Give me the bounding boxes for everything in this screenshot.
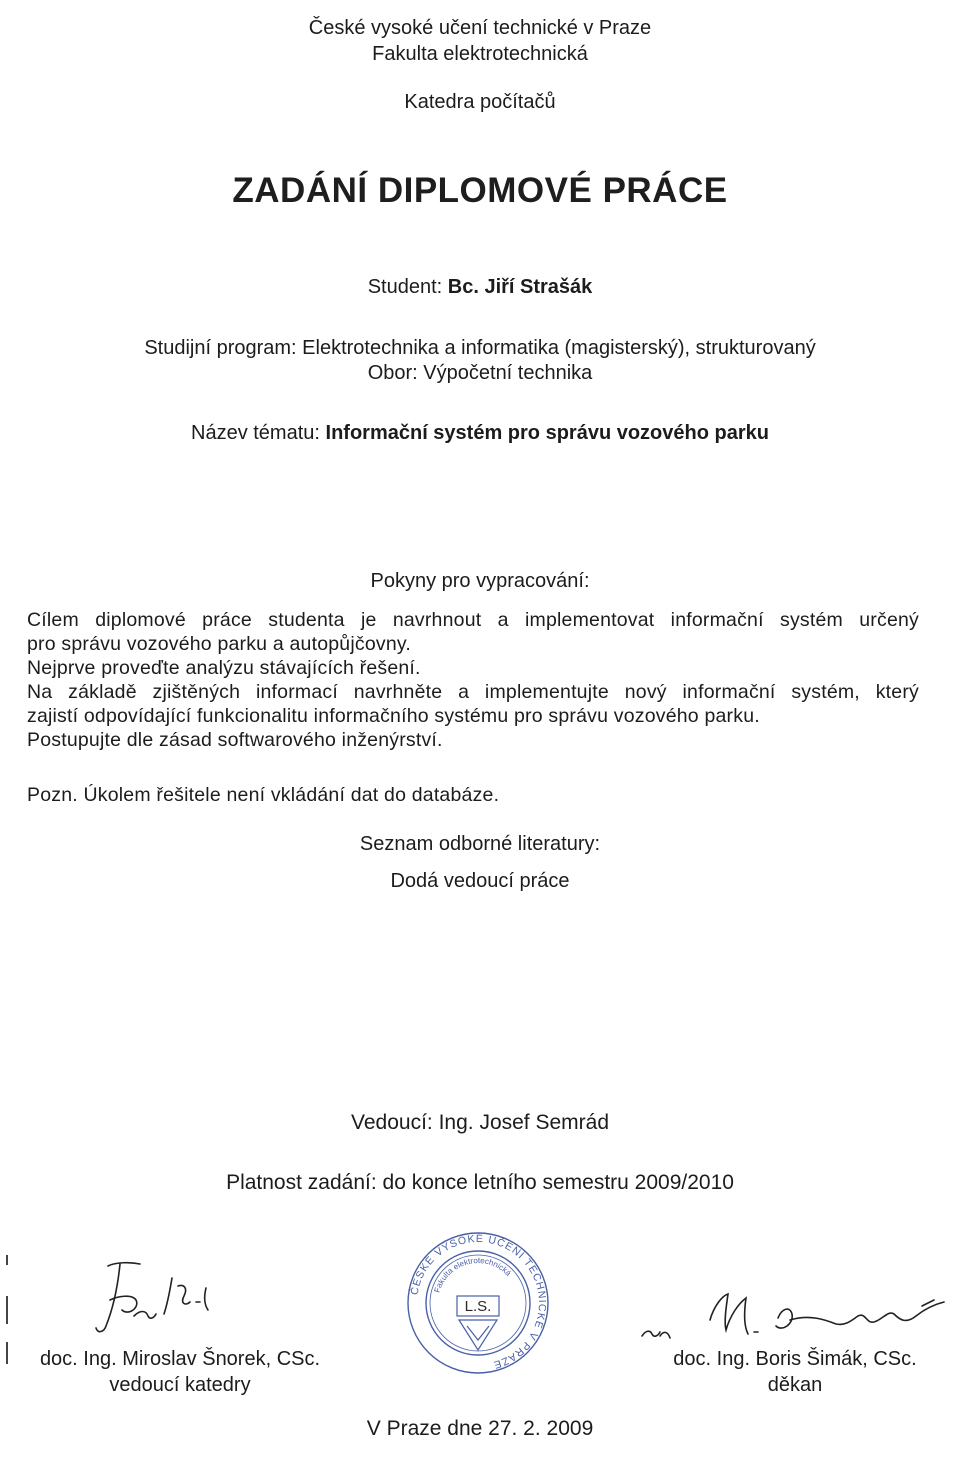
validity-line (0, 1171, 960, 1195)
instructions-line: Nejprve proveďte analýzu stávajících řešení. (27, 657, 421, 679)
margin-mark (6, 1296, 8, 1324)
supervisor-name: Ing. Josef Semrád (438, 1111, 609, 1134)
university-name: České vysoké učení technické v Praze (308, 17, 652, 39)
instructions-line: zajistí odpovídající funkcionalitu informačního systému pro správu vozového parku. (27, 705, 760, 727)
student-name: Bc. Jiří Strašák (447, 276, 593, 298)
supervisor-line (0, 1111, 960, 1135)
head-of-department-block (20, 1346, 340, 1398)
document-title: ZADÁNÍ DIPLOMOVÉ PRÁCE (232, 171, 728, 210)
dean-name: doc. Ing. Boris Šimák, CSc. (673, 1348, 917, 1370)
place-and-date: V Praze dne 27. 2. 2009 (366, 1417, 594, 1440)
instructions-line: Cílem diplomové práce studenta je navrhnout a implementovat informační systém určený (27, 609, 919, 631)
instructions-line: pro správu vozového parku a autopůjčovny. (27, 633, 411, 655)
stamp-inner-text: Fakulta elektrotechnická (432, 1255, 513, 1294)
topic-value: Informační systém pro správu vozového parku (325, 422, 769, 444)
instructions-line: Na základě zjištěných informací navrhněte a implementujte nový informační systém, který (27, 681, 919, 703)
department-name: Katedra počítačů (404, 91, 556, 113)
dean-block (640, 1346, 950, 1398)
study-program-line (0, 336, 960, 360)
study-program-label: Studijní program: (144, 337, 297, 359)
literature-heading: Seznam odborné literatury: (359, 833, 601, 855)
faculty-stamp (403, 1228, 553, 1378)
stamp-ring-text: ČESKÉ VYSOKÉ UČENÍ TECHNICKÉ V PRAZE (408, 1232, 549, 1372)
validity-value: do konce letního semestru 2009/2010 (382, 1171, 734, 1194)
instructions-line: Postupujte dle zásad softwarového inženýrství. (27, 729, 443, 751)
dean-role: děkan (767, 1374, 823, 1396)
stamp-center-text: L.S. (464, 1298, 492, 1315)
margin-mark (6, 1342, 8, 1364)
field-line (0, 361, 960, 385)
validity-label: Platnost zadání: (226, 1171, 377, 1194)
head-of-department-name: doc. Ing. Miroslav Šnorek, CSc. (39, 1348, 321, 1370)
margin-mark (6, 1255, 8, 1265)
student-label: Student: (367, 276, 443, 298)
field-label: Obor: (367, 362, 418, 384)
literature-value: Dodá vedoucí práce (390, 870, 570, 892)
head-of-department-signature (88, 1258, 238, 1338)
study-program-value: Elektrotechnika a informatika (magisterský), strukturovaný (302, 337, 816, 359)
instructions-heading: Pokyny pro vypracování: (370, 570, 590, 592)
topic-label: Název tématu: (191, 422, 320, 444)
student-line (0, 275, 960, 299)
instructions-body (27, 608, 919, 752)
faculty-name: Fakulta elektrotechnická (372, 43, 588, 65)
topic-line (0, 421, 960, 445)
field-value: Výpočetní technika (423, 362, 593, 384)
instructions-note: Pozn. Úkolem řešitele není vkládání dat do databáze. (27, 784, 500, 806)
head-of-department-role: vedoucí katedry (109, 1374, 251, 1396)
svg-text:Fakulta elektrotechnická (433, 1256, 514, 1294)
supervisor-label: Vedoucí: (351, 1111, 433, 1134)
